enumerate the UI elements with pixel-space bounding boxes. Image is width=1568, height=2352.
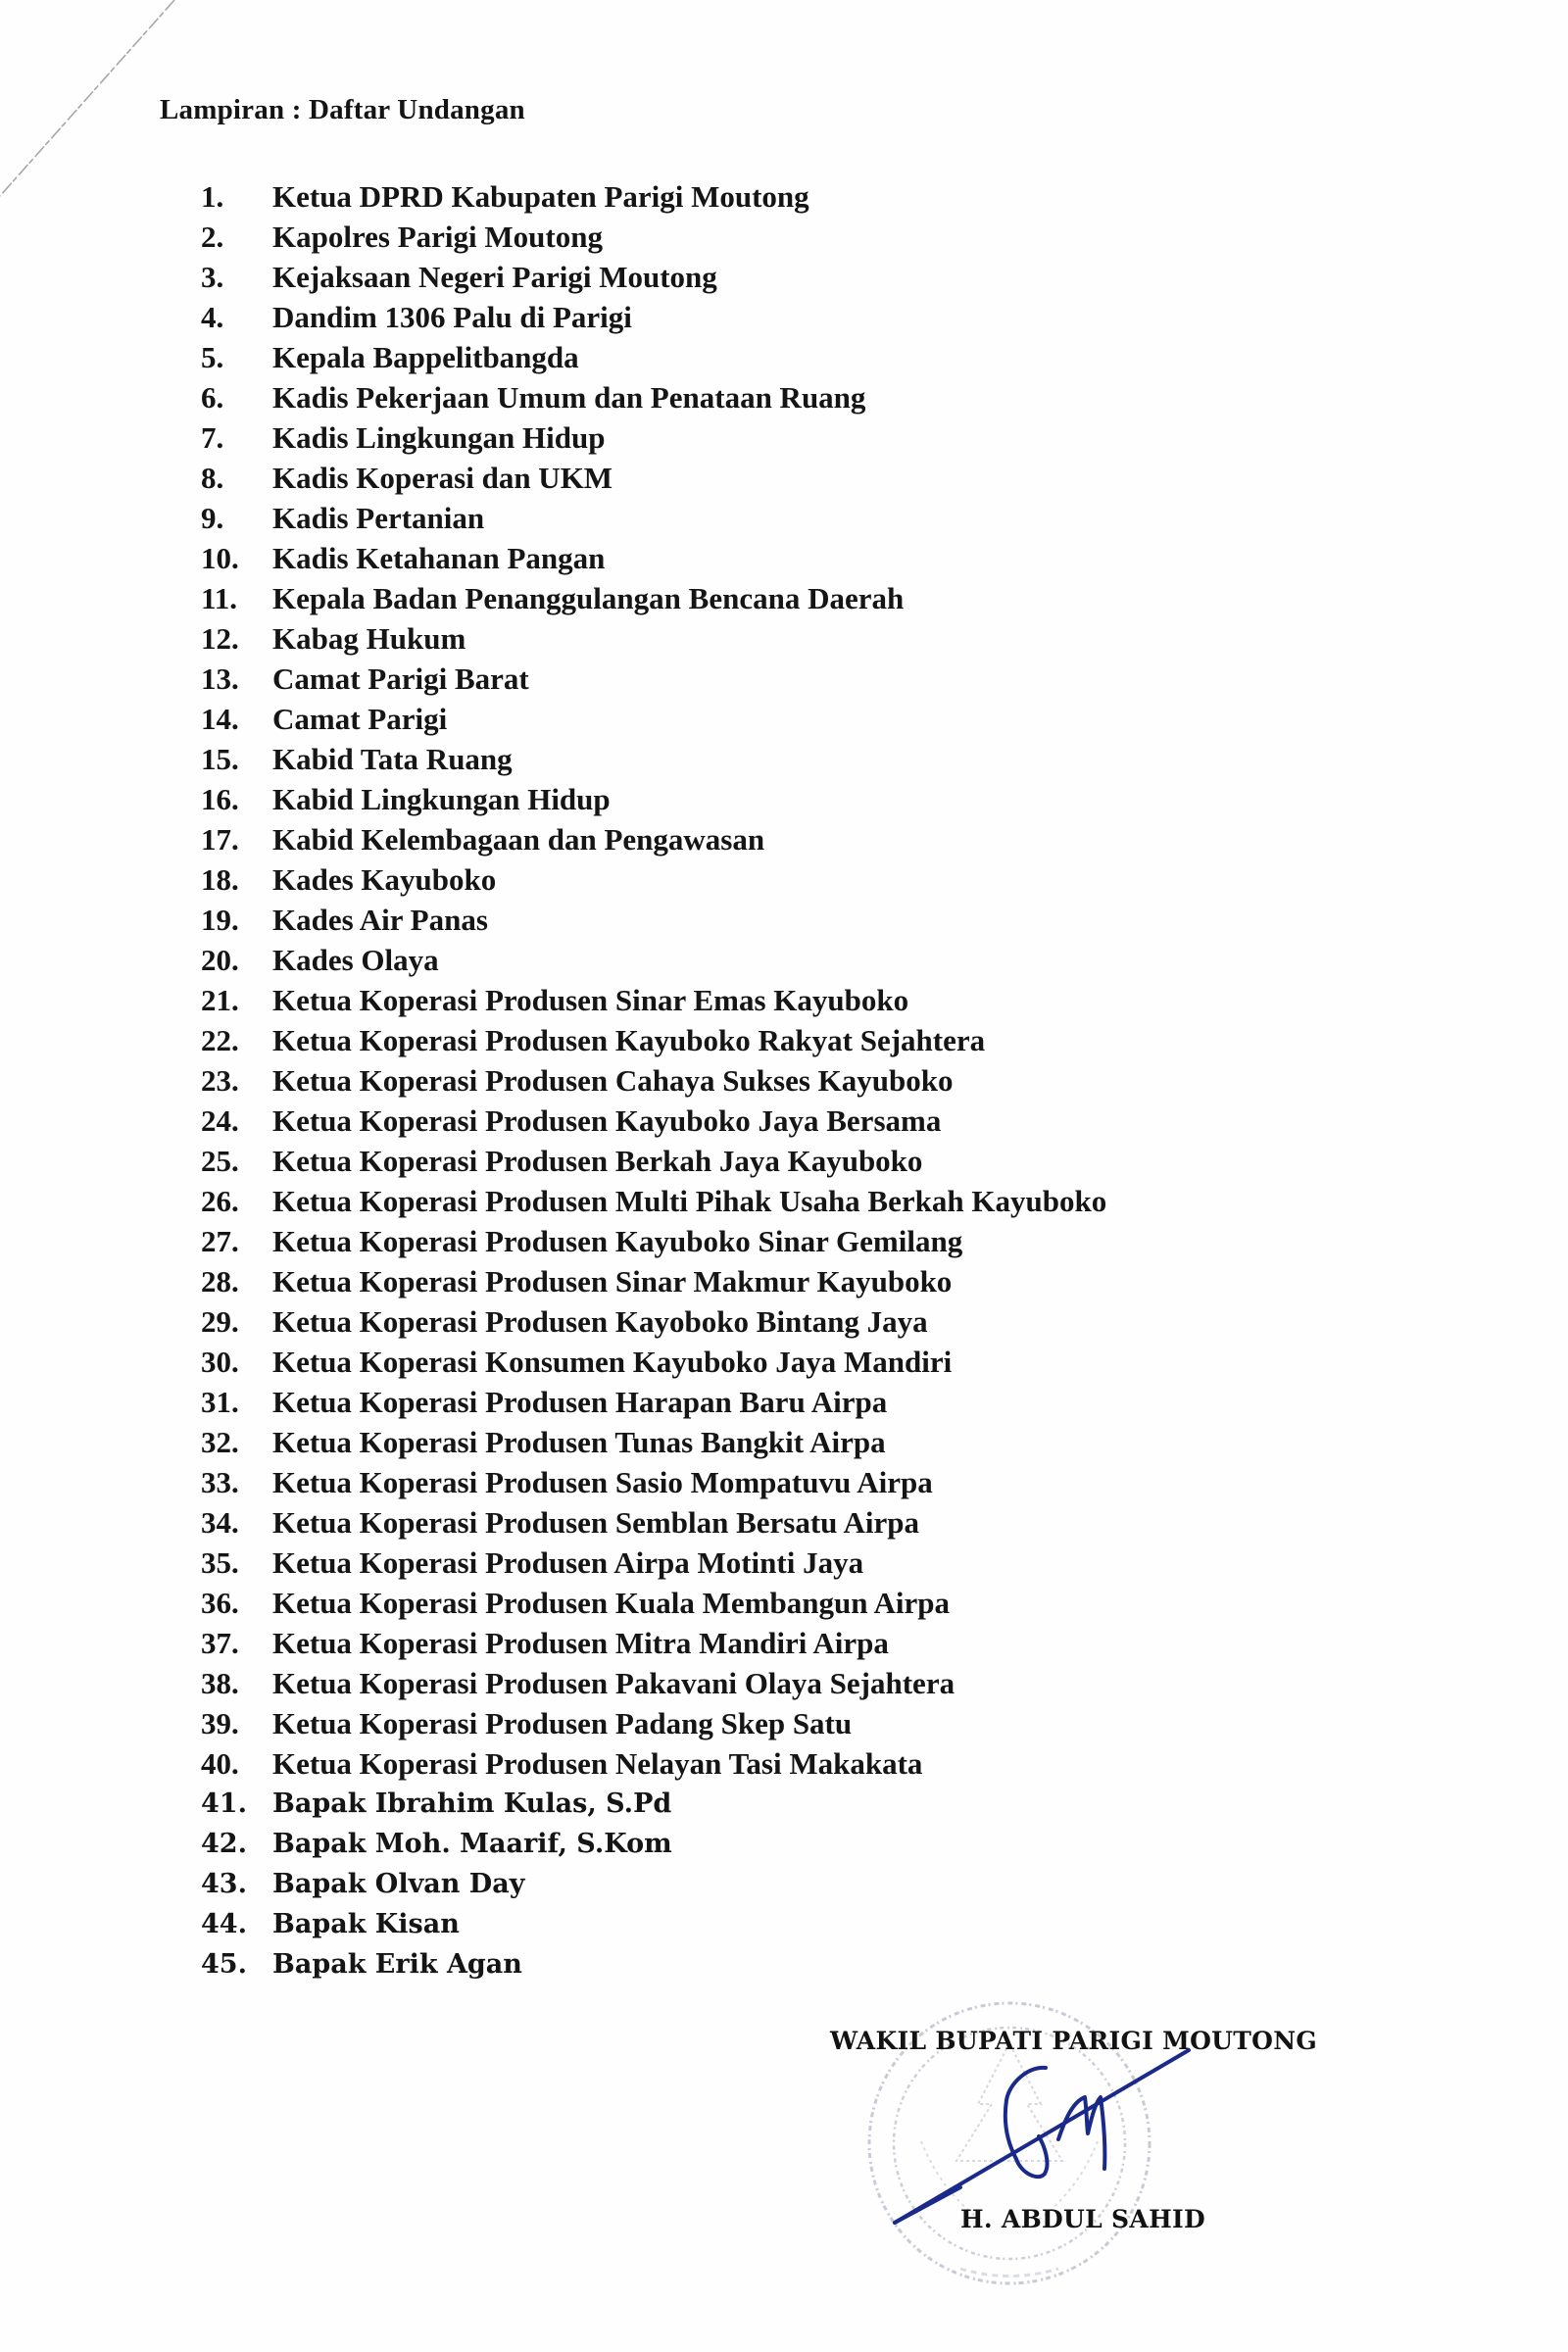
invitee-item <box>201 739 1106 779</box>
invitee-number: 24. <box>201 1103 239 1138</box>
invitee-name: Bapak Moh. Maarif, S.Kom <box>272 1829 672 1859</box>
invitee-item <box>201 1382 1106 1422</box>
invitee-item <box>201 1663 1106 1703</box>
invitee-item <box>201 699 1106 739</box>
invitee-name: Ketua Koperasi Produsen Semblan Bersatu Airpa <box>272 1505 919 1540</box>
invitee-name: Ketua DPRD Kabupaten Parigi Moutong <box>272 179 809 214</box>
invitee-name: Ketua Koperasi Produsen Padang Skep Satu <box>272 1706 853 1740</box>
invitee-number: 15. <box>201 742 239 776</box>
invitee-item <box>201 1060 1106 1101</box>
invitee-item <box>201 417 1106 458</box>
invitee-number: 12. <box>201 621 239 656</box>
invitee-name: Ketua Koperasi Konsumen Kayuboko Jaya Mandiri <box>272 1345 953 1379</box>
invitee-name: Kades Kayuboko <box>272 862 497 897</box>
invitee-item <box>201 1824 1106 1864</box>
invitee-item <box>201 1864 1106 1904</box>
signatory-name: H. ABDUL SAHID <box>960 2205 1205 2233</box>
invitee-number: 19. <box>201 903 239 937</box>
invitee-item <box>201 176 1106 217</box>
invitee-item <box>201 458 1106 498</box>
invitee-name: Kadis Lingkungan Hidup <box>272 420 606 455</box>
invitee-item <box>201 257 1106 297</box>
invitee-item <box>201 1422 1106 1462</box>
invitee-name: Bapak Olvan Day <box>272 1869 525 1899</box>
invitee-number: 27. <box>201 1224 239 1258</box>
invitee-number: 3. <box>201 260 224 294</box>
invitee-number: 39. <box>201 1706 239 1740</box>
invitee-item <box>201 1101 1106 1141</box>
invitee-item <box>201 1583 1106 1623</box>
invitee-item <box>201 217 1106 257</box>
invitee-name: Kabid Tata Ruang <box>272 742 513 776</box>
invitee-item <box>201 819 1106 859</box>
invitee-number: 5. <box>201 340 224 374</box>
invitee-name: Ketua Koperasi Produsen Pakavani Olaya Sejahtera <box>272 1666 956 1700</box>
invitee-item <box>201 859 1106 900</box>
invitee-item <box>201 1944 1106 1984</box>
invitee-number: 41. <box>201 1788 247 1819</box>
invitee-item <box>201 1020 1106 1060</box>
invitee-name: Kadis Pertanian <box>272 501 485 535</box>
invitee-number: 13. <box>201 662 239 696</box>
invitee-item <box>201 1181 1106 1221</box>
invitee-name: Ketua Koperasi Produsen Mitra Mandiri Airpa <box>272 1626 889 1660</box>
invitee-number: 7. <box>201 420 224 455</box>
invitee-item <box>201 1342 1106 1382</box>
invitee-name: Ketua Koperasi Produsen Harapan Baru Airpa <box>272 1385 888 1419</box>
invitee-item <box>201 538 1106 578</box>
invitee-item <box>201 1141 1106 1181</box>
invitee-number: 2. <box>201 220 224 254</box>
invitee-name: Kejaksaan Negeri Parigi Moutong <box>272 260 717 294</box>
invitee-name: Kades Air Panas <box>272 903 488 937</box>
invitee-name: Kadis Koperasi dan UKM <box>272 461 613 495</box>
invitee-name: Kabag Hukum <box>272 621 466 656</box>
invitee-number: 36. <box>201 1586 239 1620</box>
invitee-list <box>201 176 1106 1984</box>
invitee-number: 40. <box>201 1746 239 1781</box>
invitee-item <box>201 1784 1106 1824</box>
invitee-number: 9. <box>201 501 224 535</box>
invitee-name: Bapak Ibrahim Kulas, S.Pd <box>272 1788 672 1819</box>
invitee-item <box>201 900 1106 940</box>
invitee-item <box>201 1904 1106 1944</box>
invitee-number: 32. <box>201 1425 239 1459</box>
invitee-item <box>201 618 1106 659</box>
invitee-number: 35. <box>201 1545 239 1580</box>
invitee-name: Kadis Ketahanan Pangan <box>272 541 606 575</box>
invitee-name: Ketua Koperasi Produsen Kayoboko Bintang Jaya <box>272 1304 928 1339</box>
invitee-item <box>201 659 1106 699</box>
invitee-name: Kabid Kelembagaan dan Pengawasan <box>272 822 765 857</box>
invitee-item <box>201 1703 1106 1743</box>
invitee-name: Kabid Lingkungan Hidup <box>272 782 611 816</box>
invitee-number: 20. <box>201 943 239 977</box>
invitee-name: Ketua Koperasi Produsen Berkah Jaya Kayuboko <box>272 1144 923 1178</box>
invitee-number: 31. <box>201 1385 239 1419</box>
invitee-item <box>201 940 1106 980</box>
invitee-item <box>201 297 1106 337</box>
invitee-number: 10. <box>201 541 239 575</box>
invitee-name: Ketua Koperasi Produsen Sinar Emas Kayuboko <box>272 983 909 1017</box>
invitee-name: Ketua Koperasi Produsen Tunas Bangkit Airpa <box>272 1425 886 1459</box>
invitee-name: Ketua Koperasi Produsen Kayuboko Jaya Bersama <box>272 1103 942 1138</box>
invitee-name: Bapak Erik Agan <box>272 1949 522 1980</box>
invitee-number: 44. <box>201 1909 247 1939</box>
invitee-number: 18. <box>201 862 239 897</box>
invitee-number: 34. <box>201 1505 239 1540</box>
invitee-number: 25. <box>201 1144 239 1178</box>
invitee-item <box>201 337 1106 377</box>
invitee-item <box>201 1743 1106 1784</box>
invitee-name: Camat Parigi Barat <box>272 662 529 696</box>
invitee-number: 6. <box>201 380 224 415</box>
invitee-number: 8. <box>201 461 224 495</box>
invitee-number: 1. <box>201 179 224 214</box>
invitee-item <box>201 1462 1106 1502</box>
invitee-name: Ketua Koperasi Produsen Cahaya Sukses Kayuboko <box>272 1063 954 1098</box>
invitee-number: 26. <box>201 1184 239 1218</box>
invitee-name: Ketua Koperasi Produsen Airpa Motinti Jaya <box>272 1545 864 1580</box>
invitee-number: 33. <box>201 1465 239 1499</box>
invitee-number: 14. <box>201 702 239 736</box>
invitee-item <box>201 980 1106 1020</box>
invitee-number: 30. <box>201 1345 239 1379</box>
invitee-number: 45. <box>201 1949 247 1980</box>
invitee-item <box>201 1261 1106 1301</box>
invitee-item <box>201 498 1106 538</box>
invitee-number: 43. <box>201 1869 247 1899</box>
invitee-name: Camat Parigi <box>272 702 448 736</box>
invitee-name: Bapak Kisan <box>272 1909 460 1939</box>
invitee-number: 11. <box>201 581 238 615</box>
invitee-name: Ketua Koperasi Produsen Sasio Mompatuvu Airpa <box>272 1465 933 1499</box>
invitee-name: Dandim 1306 Palu di Parigi <box>272 300 632 334</box>
invitee-number: 42. <box>201 1829 247 1859</box>
invitee-number: 37. <box>201 1626 239 1660</box>
invitee-number: 29. <box>201 1304 239 1339</box>
invitee-item <box>201 1502 1106 1543</box>
invitee-name: Ketua Koperasi Produsen Kayuboko Rakyat Sejahtera <box>272 1023 986 1057</box>
invitee-number: 28. <box>201 1264 239 1298</box>
invitee-name: Kades Olaya <box>272 943 439 977</box>
invitee-item <box>201 578 1106 618</box>
invitee-number: 38. <box>201 1666 239 1700</box>
invitee-name: Kepala Badan Penanggulangan Bencana Daerah <box>272 581 905 615</box>
invitee-item <box>201 1301 1106 1342</box>
signatory-title: WAKIL BUPATI PARIGI MOUTONG <box>830 2027 1318 2055</box>
invitee-name: Ketua Koperasi Produsen Kayuboko Sinar Gemilang <box>272 1224 963 1258</box>
invitee-number: 22. <box>201 1023 239 1057</box>
invitee-name: Kepala Bappelitbangda <box>272 340 579 374</box>
invitee-name: Ketua Koperasi Produsen Nelayan Tasi Makakata <box>272 1746 923 1781</box>
invitee-name: Kadis Pekerjaan Umum dan Penataan Ruang <box>272 380 866 415</box>
invitee-number: 4. <box>201 300 224 334</box>
invitee-item <box>201 779 1106 819</box>
invitee-item <box>201 1623 1106 1663</box>
attachment-heading: Lampiran : Daftar Undangan <box>160 94 525 125</box>
invitee-name: Kapolres Parigi Moutong <box>272 220 603 254</box>
invitee-item <box>201 1543 1106 1583</box>
invitee-number: 17. <box>201 822 239 857</box>
invitee-name: Ketua Koperasi Produsen Kuala Membangun Airpa <box>272 1586 950 1620</box>
invitee-number: 21. <box>201 983 239 1017</box>
invitee-name: Ketua Koperasi Produsen Sinar Makmur Kayuboko <box>272 1264 953 1298</box>
invitee-name: Ketua Koperasi Produsen Multi Pihak Usaha Berkah Kayuboko <box>272 1184 1107 1218</box>
invitee-item <box>201 1221 1106 1261</box>
invitee-item <box>201 377 1106 417</box>
invitee-number: 23. <box>201 1063 239 1098</box>
invitee-number: 16. <box>201 782 239 816</box>
